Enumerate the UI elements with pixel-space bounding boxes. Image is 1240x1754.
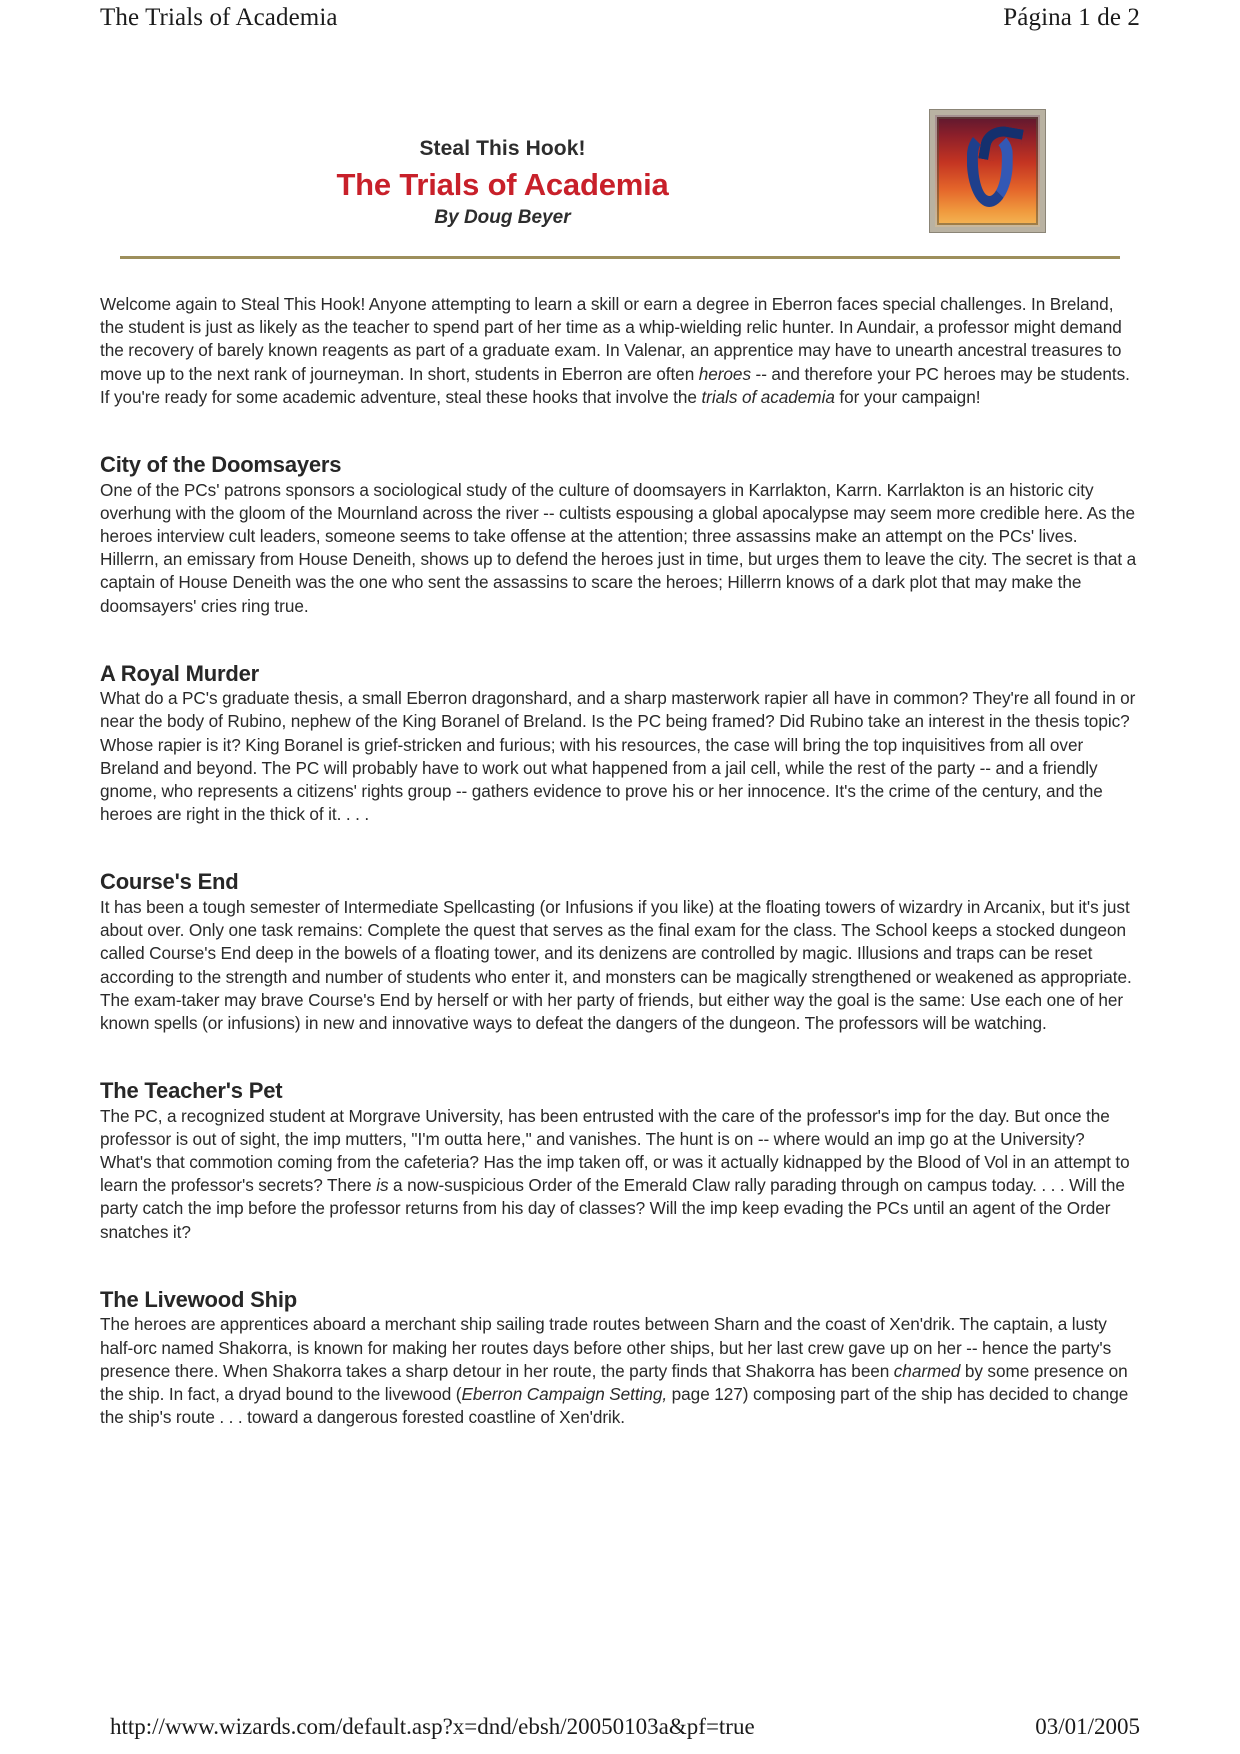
document-content [100, 96, 1140, 1429]
intro-text-1: Welcome again to Steal This Hook! Anyone attempting to learn a skill or earn a degree in Eberron faces special challenges. In Breland, the student is just as likely as the teacher to spend part of her time as a whip-wielding relic hunter. In Aundair, a professor might demand the recovery of barely known reagents as part of a graduate exam. In Valenar, an apprentice may have to unearth ancestral treasures to move up to the next rank of journeyman. In short, students in Eberron are often [100, 294, 1122, 384]
intro-text-2: -- and therefore your PC heroes may be students. If you're ready for some academic adventure, steal these hooks that involve the [100, 363, 1130, 407]
livewood-emphasis-book-title: Eberron Campaign Setting, [461, 1384, 668, 1404]
page-title: The Trials of Academia [336, 167, 669, 203]
section-body-livewood-ship [100, 1313, 1140, 1429]
masthead [100, 96, 1140, 246]
section-body-royal-murder: What do a PC's graduate thesis, a small Eberron dragonshard, and a sharp masterwork rapier all have in common? They're all found in or near the body of Rubino, nephew of the King Boranel of Breland. Is the PC being framed? Did Rubino take an interest in the thesis topic? Whose rapier is it? King Boranel is grief-stricken and furious; with his resources, the case will bring the top inquisitives from all over Breland and beyond. The PC will probably have to work out what happened from a jail cell, while the rest of the party -- and a friendly gnome, who represents a citizens' rights group -- gathers evidence to prove his or her innocence. It's the crime of the century, and the heroes are right in the thick of it. . . . [100, 688, 1136, 825]
teachers-pet-emphasis-is: is [376, 1175, 389, 1196]
livewood-text-3: page 127) composing part of the ship has decided to change the ship's route . . . toward a dangerous forested coastline of Xen'drik. [100, 1384, 1129, 1428]
byline: By Doug Beyer [434, 207, 571, 229]
artwork-inner [935, 115, 1040, 227]
header-document-title: The Trials of Academia [100, 4, 338, 31]
livewood-emphasis-charmed: charmed [893, 1360, 961, 1381]
section-heading-doomsayers: City of the Doomsayers [100, 452, 342, 478]
article-body [100, 293, 1140, 1429]
title-divider [120, 256, 1120, 259]
section-body-doomsayers: One of the PCs' patrons sponsors a sociological study of the culture of doomsayers in Karrlakton, Karrn. Karrlakton is an historic city overhung with the gloom of the Mournland across the river -- cultists espousing a global apocalypse may seem more credible here. As the heroes interview cult leaders, someone seems to take offense at the attention; three assassins make an attempt on the PCs' lives. Hillerrn, an emissary from House Deneith, shows up to defend the heroes just in time, but urges them to leave the city. The secret is that a captain of House Deneith was the one who sent the assassins to scare the heroes; Hillerrn knows of a dark plot that may make the doomsayers' cries ring true. [100, 479, 1137, 616]
page-header [100, 4, 1140, 38]
section-body-courses-end: It has been a tough semester of Intermediate Spellcasting (or Infusions if you like) at the floating towers of wizardry in Arcanix, but it's just about over. Only one task remains: Complete the quest that serves as the final exam for the class. The School keeps a stocked dungeon called Course's End deep in the bowels of a floating tower, and its denizens are controlled by magic. Illusions and traps can be reset according to the strength and number of students who enter it, and monsters can be magically strengthened or weakened as appropriate. The exam-taker may brave Course's End by herself or with her party of friends, but either way the goal is the same: Use each one of her known spells (or infusions) in new and innovative ways to defeat the dangers of the dungeon. The professors will be watching. [100, 896, 1132, 1033]
header-page-indicator: Página 1 de 2 [1003, 4, 1140, 31]
intro-paragraph [100, 293, 1140, 409]
section-heading-royal-murder: A Royal Murder [100, 660, 259, 686]
livewood-text-1: The heroes are apprentices aboard a merchant ship sailing trade routes between Sharn and the coast of Xen'drik. The captain, a lusty half-orc named Shakorra, is known for making her routes days before other ships, but her last crew gave up on her -- hence the party's presence there. When Shakorra takes a sharp detour in her route, the party finds that Shakorra has been [100, 1314, 1112, 1381]
page-footer [110, 1714, 1140, 1746]
intro-text-3: for your campaign! [834, 386, 981, 407]
footer-source-url: http://www.wizards.com/default.asp?x=dnd/ebsh/20050103a&pf=true [110, 1714, 755, 1739]
intro-emphasis-trials: trials of academia [701, 386, 835, 407]
intro-emphasis-heroes: heroes [698, 363, 751, 384]
section-heading-livewood-ship: The Livewood Ship [100, 1286, 298, 1312]
hook-barb [978, 123, 1024, 165]
section-body-teachers-pet [100, 1105, 1140, 1244]
teachers-pet-text-1: The PC, a recognized student at Morgrave University, has been entrusted with the care of the professor's imp for the day. But once the professor is out of sight, the imp mutters, "I'm outta here," and vanishes. The hunt is on -- where would an imp go at the University? What's that commotion coming from the cafeteria? Has the imp taken off, or was it actually kidnapped by the Blood of Vol in an attempt to learn the professor's secrets? There [100, 1105, 1130, 1196]
footer-print-date: 03/01/2005 [1035, 1714, 1140, 1739]
section-heading-courses-end: Course's End [100, 869, 239, 895]
title-stack [100, 96, 905, 231]
column-kicker: Steal This Hook! [419, 137, 586, 160]
livewood-text-2: by some presence on the ship. In fact, a dryad bound to the livewood ( [100, 1360, 1128, 1404]
fish-hook-logo-icon [930, 110, 1045, 232]
teachers-pet-text-2: a now-suspicious Order of the Emerald Claw rally parading through on campus today. . . . Will the party catch the imp before the professor returns from his day of classes? Will the imp keep evading the PCs until an agent of the Order snatches it? [100, 1175, 1125, 1242]
section-heading-teachers-pet: The Teacher's Pet [100, 1078, 283, 1104]
